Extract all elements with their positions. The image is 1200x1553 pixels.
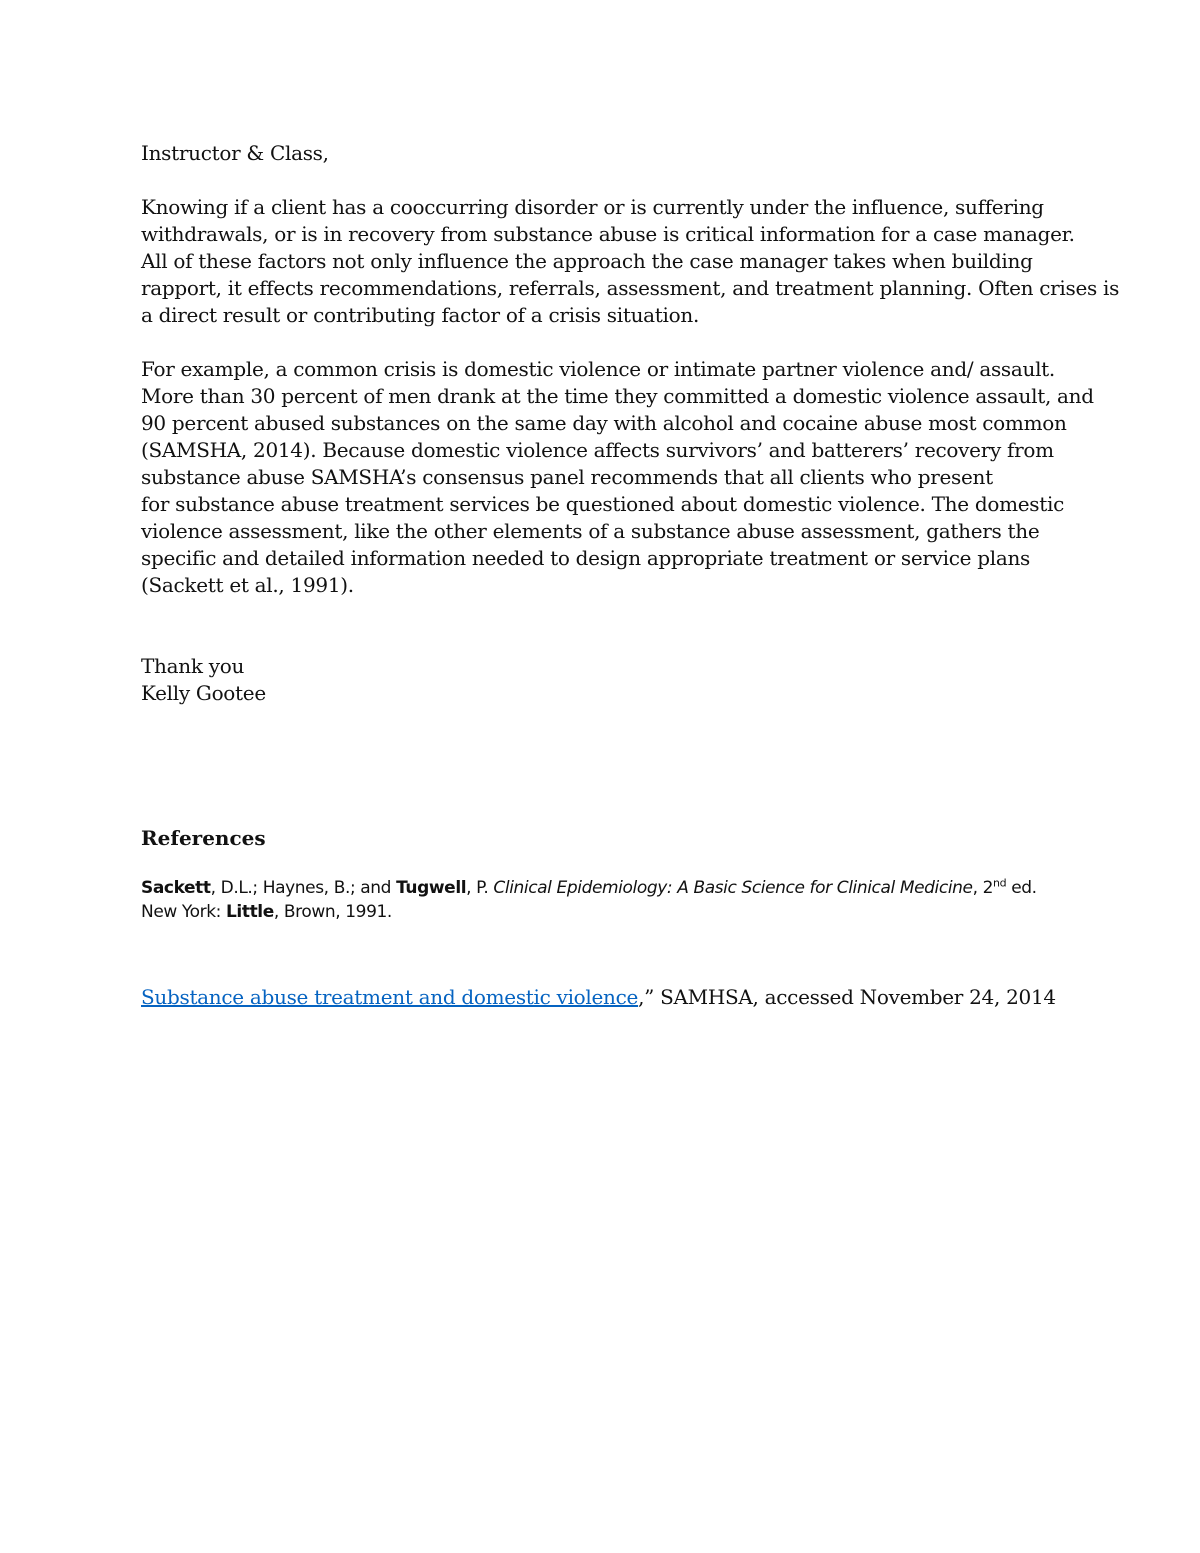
- paragraph-2-line: specific and detailed information needed to design appropriate treatment or service plans: [141, 546, 1031, 570]
- reference-samhsa: [141, 984, 1071, 1011]
- paragraph-1-line: a direct result or contributing factor of a crisis situation.: [141, 303, 699, 327]
- ref-city: New York:: [141, 902, 226, 922]
- reference-sackett: [141, 876, 1071, 924]
- ref-publisher-little: Little: [225, 902, 274, 922]
- ref-edition-superscript: nd: [993, 876, 1007, 890]
- closing-block: [141, 653, 1071, 707]
- paragraph-2-line: More than 30 percent of men drank at the time they committed a domestic violence assault, and: [141, 384, 1094, 408]
- ref-title-comma: ,: [972, 878, 983, 898]
- ref-author-tugwell: Tugwell: [396, 878, 467, 898]
- letter-body: [141, 140, 1120, 1011]
- paragraph-2-line: substance abuse SAMSHA’s consensus panel recommends that all clients who present: [141, 465, 993, 489]
- ref-publisher-rest: , Brown, 1991.: [273, 902, 392, 922]
- reference-sackett-line-2: [141, 900, 1071, 924]
- references-heading: References: [141, 826, 266, 850]
- ref-author-tugwell-initials: , P.: [466, 878, 494, 898]
- reference-samhsa-link[interactable]: Substance abuse treatment and domestic violence: [141, 985, 639, 1009]
- paragraph-2-line: For example, a common crisis is domestic violence or intimate partner violence and/ assault.: [141, 357, 1055, 381]
- greeting: Instructor & Class,: [141, 141, 329, 165]
- paragraph-1: [141, 194, 1120, 329]
- paragraph-1-line: All of these factors not only influence the approach the case manager takes when building: [141, 249, 1033, 273]
- paragraph-1-line: Knowing if a client has a cooccurring disorder or is currently under the influence, suffering: [141, 195, 1044, 219]
- paragraph-1-line: rapport, it effects recommendations, referrals, assessment, and treatment planning. Often crises is: [141, 276, 1120, 300]
- ref-author-sackett: Sackett: [141, 878, 211, 898]
- paragraph-2-line: violence assessment, like the other elements of a substance abuse assessment, gathers the: [141, 519, 1040, 543]
- paragraph-2-line: for substance abuse treatment services be questioned about domestic violence. The domestic: [141, 492, 1064, 516]
- signature: Kelly Gootee: [141, 681, 266, 705]
- paragraph-1-line: withdrawals, or is in recovery from substance abuse is critical information for a case manager.: [141, 222, 1075, 246]
- closing: Thank you: [141, 654, 245, 678]
- ref-edition-rest: ed.: [1006, 878, 1037, 898]
- reference-sackett-line-1: [141, 876, 1071, 900]
- ref-edition-number: 2: [982, 878, 994, 898]
- reference-samhsa-rest: ,” SAMHSA, accessed November 24, 2014: [638, 985, 1056, 1009]
- paragraph-2-line: (Sackett et al., 1991).: [141, 573, 354, 597]
- paragraph-2: [141, 356, 1094, 599]
- ref-authors-middle: , D.L.; Haynes, B.; and: [210, 878, 397, 898]
- paragraph-2-line: (SAMSHA, 2014). Because domestic violence affects survivors’ and batterers’ recovery from: [141, 438, 1054, 462]
- ref-book-title: Clinical Epidemiology: A Basic Science for Clinical Medicine: [493, 878, 973, 898]
- paragraph-2-line: 90 percent abused substances on the same day with alcohol and cocaine abuse most common: [141, 411, 1067, 435]
